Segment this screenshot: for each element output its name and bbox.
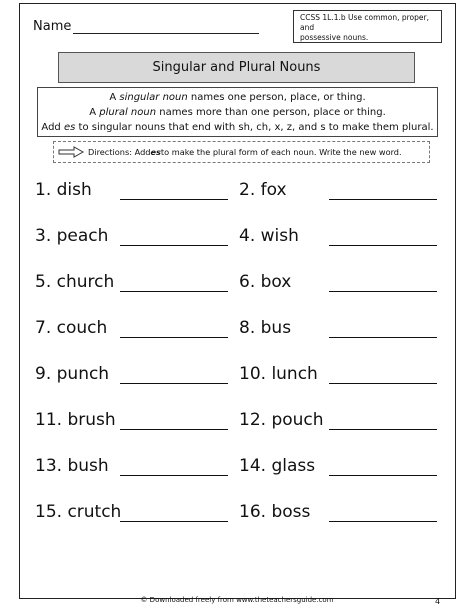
rule-singular [38, 90, 437, 105]
answer-blank[interactable] [120, 475, 228, 476]
noun-word: 9. punch [35, 364, 110, 384]
answer-blank[interactable] [120, 245, 228, 246]
name-write-line[interactable] [73, 33, 259, 34]
footer-credit: © Downloaded freely from www.theteachersguide.com [140, 596, 334, 604]
answer-blank[interactable] [329, 199, 437, 200]
rule-term: singular noun [119, 92, 188, 103]
noun-row [0, 502, 474, 528]
rules-box [37, 87, 438, 137]
answer-blank[interactable] [329, 337, 437, 338]
standard-text-line1: CCSS 1L.1.b Use common, proper, and [300, 13, 429, 32]
rule-text: A [109, 92, 120, 103]
answer-blank[interactable] [120, 199, 228, 200]
rule-text: names more than one person, place or thing. [156, 107, 386, 118]
directions-text: Directions: Add [88, 147, 151, 157]
noun-word: 2. fox [239, 180, 287, 200]
noun-word: 13. bush [35, 456, 109, 476]
noun-row [0, 410, 474, 436]
answer-blank[interactable] [120, 337, 228, 338]
noun-row [0, 180, 474, 206]
noun-word: 3. peach [35, 226, 109, 246]
noun-word: 6. box [239, 272, 292, 292]
noun-row [0, 456, 474, 482]
noun-word: 16. boss [239, 502, 311, 522]
noun-word: 7. couch [35, 318, 108, 338]
answer-blank[interactable] [329, 429, 437, 430]
noun-word: 14. glass [239, 456, 316, 476]
noun-word: 4. wish [239, 226, 299, 246]
answer-blank[interactable] [120, 291, 228, 292]
noun-word: 1. dish [35, 180, 92, 200]
directions-box [53, 141, 430, 163]
answer-blank[interactable] [329, 521, 437, 522]
worksheet-title [58, 52, 415, 83]
noun-word: 11. brush [35, 410, 116, 430]
noun-word: 12. pouch [239, 410, 324, 430]
noun-word: 10. lunch [239, 364, 318, 384]
rule-text: names one person, place, or thing. [187, 92, 366, 103]
answer-blank[interactable] [329, 383, 437, 384]
rule-text: A [89, 107, 100, 118]
answer-blank[interactable] [329, 245, 437, 246]
directions-text: to make the plural form of each noun. Write the new word. [160, 147, 402, 157]
answer-blank[interactable] [329, 291, 437, 292]
answer-blank[interactable] [120, 429, 228, 430]
arrow-right-icon [58, 146, 84, 158]
noun-row [0, 226, 474, 252]
rule-plural [38, 105, 437, 120]
directions-term: es [150, 147, 161, 157]
rule-term: es [63, 122, 76, 133]
rule-term: plural noun [99, 107, 157, 118]
noun-row [0, 364, 474, 390]
answer-blank[interactable] [329, 475, 437, 476]
standard-text-line2: possessive nouns. [300, 33, 369, 42]
rule-text: Add [41, 122, 64, 133]
name-label: Name [33, 19, 72, 34]
answer-blank[interactable] [120, 521, 228, 522]
noun-word: 15. crutch [35, 502, 122, 522]
title-text: Singular and Plural Nouns [152, 60, 321, 75]
noun-row [0, 318, 474, 344]
rule-text: to singular nouns that end with sh, ch, x, z, and s to make them plural. [75, 122, 434, 133]
page-number: 4 [435, 597, 441, 606]
standard-box [293, 10, 442, 43]
rule-add-es [38, 120, 437, 135]
noun-row [0, 272, 474, 298]
answer-blank[interactable] [120, 383, 228, 384]
noun-word: 8. bus [239, 318, 292, 338]
noun-word: 5. church [35, 272, 115, 292]
